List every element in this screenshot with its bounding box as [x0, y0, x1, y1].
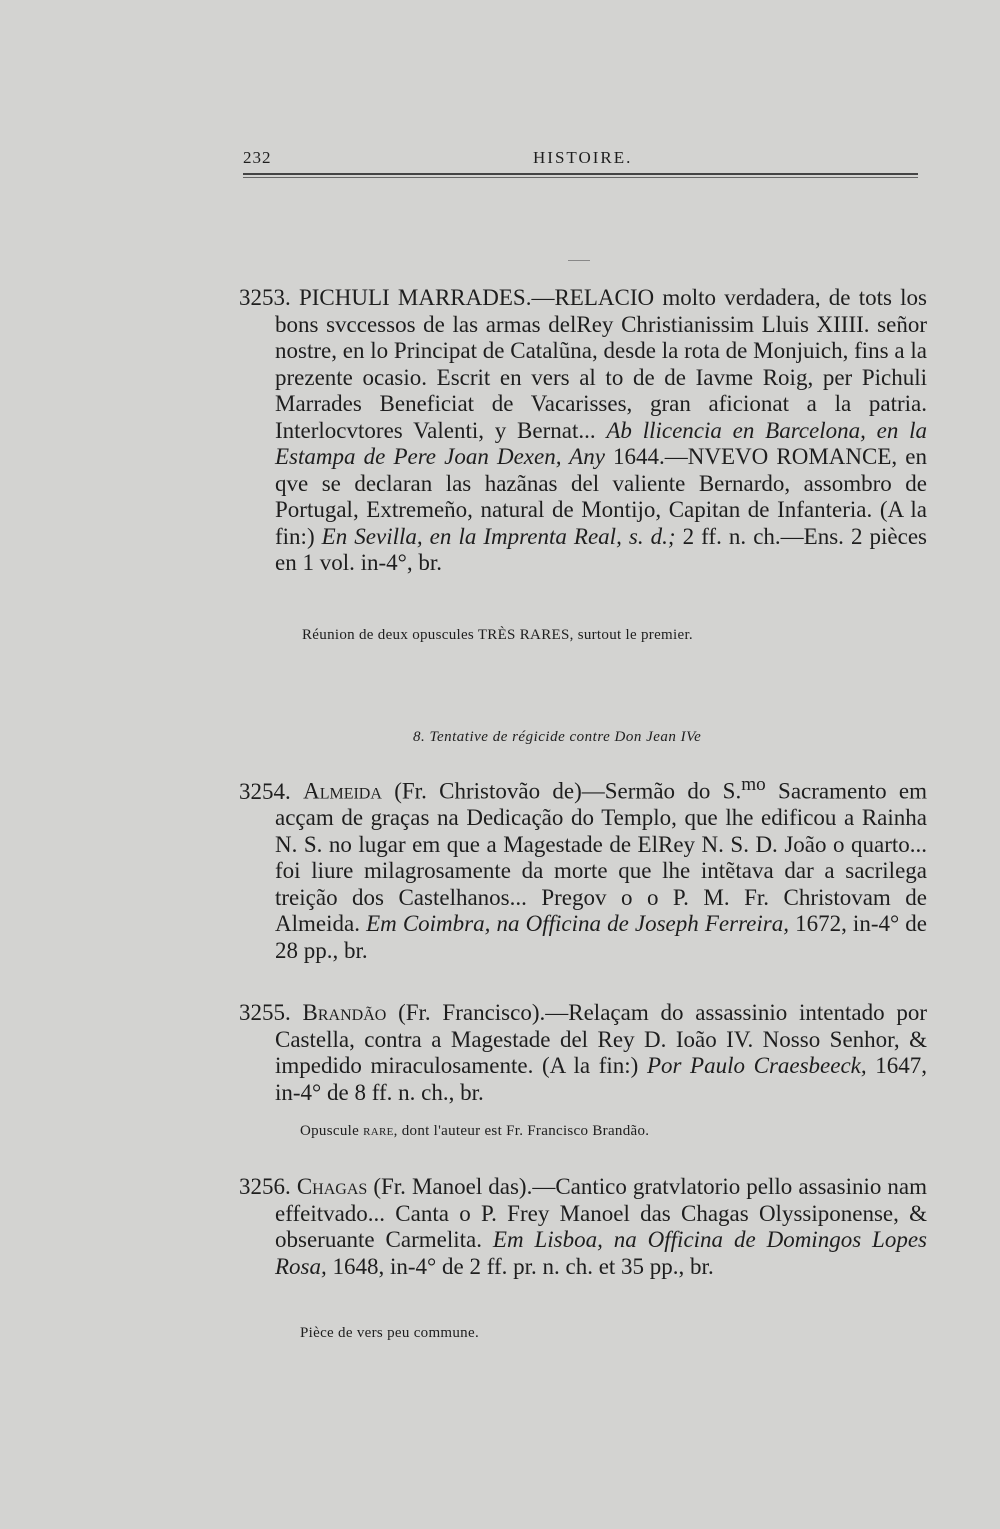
header-rule-thin [243, 177, 918, 178]
entry-text: (Fr. Francisco).—Relaçam do assassinio intentado por Castella, contra a Magestade del Rey D. Ioão IV. Nosso Senhor, & impedido miraculosamente. (A la fin:) [275, 1000, 927, 1078]
running-title: HISTOIRE. [533, 148, 633, 167]
entry-note [300, 1123, 649, 1140]
entry-imprint: Em Lisboa, na Officina de Domingos Lopes Rosa, [275, 1227, 928, 1279]
header-rule [243, 173, 918, 175]
entry-text: 1647, in-4° de 8 ff. n. ch., br. [275, 1053, 927, 1105]
entry-author: Brandão [302, 1000, 387, 1025]
separator-rule [568, 260, 590, 261]
entry-text: —RELACIO molto verdadera, de tots los bons svccessos de las armas delRey Christianissim Lluis XIIII. señor nostre, en lo Principat de Catalũna, desde la rota de Monjuich, fins a la prezente ocasio. Escrit en vers al to de de Iavme Roig, per Pichuli Marrades Beneficiat de Vacarisses, gran aficionat a la patria. Interlocvtores Valenti, y Bernat... [275, 285, 928, 443]
entry-text: Sacramento em acçam de graças na Dedicação do Templo, que lhe edificou a Rainha N. S. no lugar em que a Magestade de ElRey N. S. D. João o quarto... foi liure milagrosamente da morte que lhe intẽtava dar a sacrilega treição dos Castelhanos... Pregov o o P. M. Fr. Christovam de Almeida. [275, 778, 928, 937]
running-header [243, 148, 918, 178]
note-text: Opuscule [300, 1123, 364, 1139]
entry-imprint: Em Coimbra, na Officina de Joseph Ferreira, [366, 911, 789, 937]
catalog-entry-3255 [239, 1000, 927, 1106]
entry-note: Pièce de vers peu commune. [300, 1325, 479, 1341]
entry-number: 3255. [239, 1000, 291, 1025]
entry-number: 3253. [239, 285, 291, 310]
entry-text: (Fr. Manoel das).—Cantico gratvlatorio pello assasinio nam effeitvado... Canta o P. Frey Manoel das Chagas Olyssiponense, & obseruante Carmelita. [275, 1174, 928, 1252]
entry-text: 1644.—NVEVO ROMANCE, en qve se declaran las hazãnas del valiente Bernardo, assombro de Portugal, Extremeño, natural de Montijo, Capitan de Infanteria. (A la fin:) [275, 444, 927, 549]
entry-text: (Fr. Christovão de)—Sermão do S. [381, 778, 742, 804]
catalog-entry-3254 [239, 772, 928, 964]
entry-imprint: En Sevilla, en la Imprenta Real, s. d.; [321, 523, 676, 549]
entry-imprint: Por Paulo Craesbeeck, [646, 1053, 867, 1078]
catalog-entry-3253 [239, 285, 928, 577]
catalog-entry-3256 [239, 1174, 928, 1280]
entry-note: Réunion de deux opuscules TRÈS RARES, surtout le premier. [302, 627, 693, 643]
note-text-smallcaps: rare [363, 1123, 394, 1139]
entry-number: 3256. [239, 1174, 291, 1199]
entry-text: 1672, in-4° de 28 pp., br. [275, 911, 927, 963]
entry-text: 1648, in-4° de 2 ff. pr. n. ch. et 35 pp., br. [326, 1253, 714, 1279]
entry-author: Almeida [303, 778, 382, 804]
entry-text: 2 ff. n. ch.—Ens. 2 pièces en 1 vol. in-4°, br. [275, 523, 928, 575]
entry-imprint: Ab llicencia en Barcelona, en la Estampa de Pere Joan Dexen, Any [275, 417, 928, 469]
note-text: , dont l'auteur est Fr. Francisco Brandão. [393, 1123, 650, 1139]
superscript: mo [741, 774, 766, 795]
entry-author: Chagas [296, 1174, 368, 1199]
page-number: 232 [243, 148, 272, 167]
section-title: 8. Tentative de régicide contre Don Jean IVe [413, 729, 702, 745]
entry-author: PICHULI MARRADES. [298, 285, 532, 310]
entry-number: 3254. [239, 778, 291, 804]
